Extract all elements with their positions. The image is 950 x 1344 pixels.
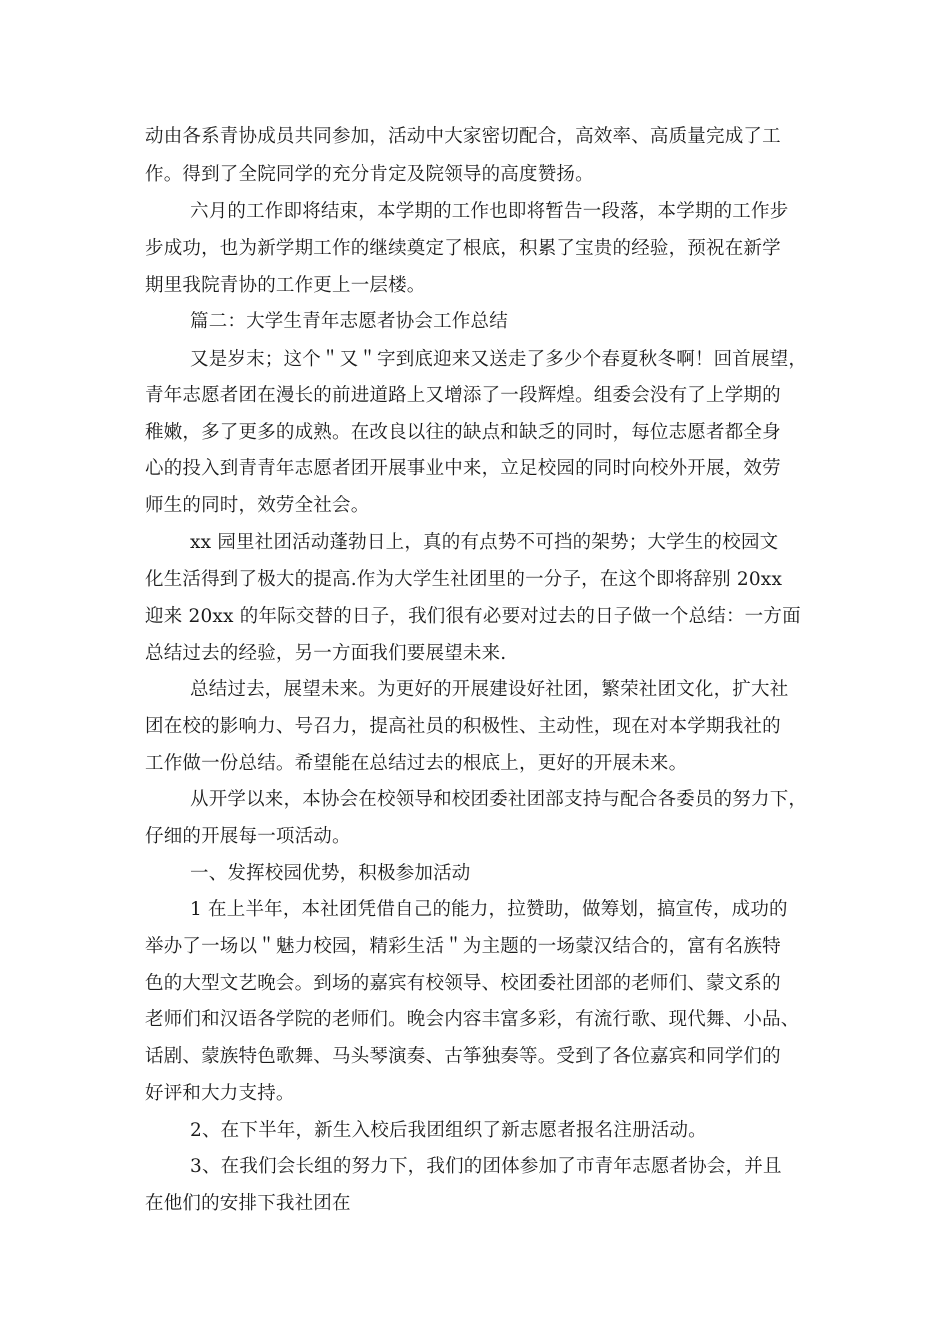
paragraph-start-line: 从开学以来，本协会在校领导和校团委社团部支持与配合各委员的努力下， [190,789,808,810]
text-line: 色的大型文艺晚会。到场的嘉宾有校领导、校团委社团部的老师们、蒙文系的 [145,973,781,994]
text-line: 老师们和汉语各学院的老师们。晚会内容丰富多彩，有流行歌、现代舞、小品、 [145,1009,800,1030]
paragraph-start-line: 又是岁末；这个＂又＂字到底迎来又送走了多少个春夏秋冬啊！回首展望， [190,349,808,370]
text-line: 稚嫩，多了更多的成熟。在改良以往的缺点和缺乏的同时，每位志愿者都全身 [145,422,781,443]
paragraph-start-line: xx 园里社团活动蓬勃日上，真的有点势不可挡的架势；大学生的校园文 [190,532,779,553]
text-line: 团在校的影响力、号召力，提高社员的积极性、主动性，现在对本学期我社的 [145,716,781,737]
text-line: 工作做一份总结。希望能在总结过去的根底上，更好的开展未来。 [145,753,688,774]
text-line: 化生活得到了极大的提高.作为大学生社团里的一分子，在这个即将辞别 20xx [145,569,783,590]
text-line: 好评和大力支持。 [145,1083,295,1104]
paragraph-start-line: 六月的工作即将结束，本学期的工作也即将暂告一段落，本学期的工作步 [190,201,789,222]
paragraph-start-line: 2、在下半年，新生入校后我团组织了新志愿者报名注册活动。 [190,1120,707,1141]
text-line: 青年志愿者团在漫长的前进道路上又增添了一段辉煌。组委会没有了上学期的 [145,385,781,406]
text-line: 举办了一场以＂魅力校园，精彩生活＂为主题的一场蒙汉结合的，富有名族特 [145,936,781,957]
paragraph-start-line: 1 在上半年，本社团凭借自己的能力，拉赞助，做筹划，搞宣传，成功的 [190,899,788,920]
text-line: 心的投入到青青年志愿者团开展事业中来，立足校园的同时向校外开展，效劳 [145,458,781,479]
text-line: 步成功，也为新学期工作的继续奠定了根底，积累了宝贵的经验，预祝在新学 [145,238,781,259]
text-line: 话剧、蒙族特色歌舞、马头琴演奏、古筝独奏等。受到了各位嘉宾和同学们的 [145,1046,781,1067]
text-line: 师生的同时，效劳全社会。 [145,495,370,516]
paragraph-start-line: 总结过去，展望未来。为更好的开展建设好社团，繁荣社团文化，扩大社 [190,679,789,700]
text-line: 期里我院青协的工作更上一层楼。 [145,275,426,296]
text-line: 总结过去的经验，另一方面我们要展望未来. [145,643,507,664]
paragraph-start-line: 3、在我们会长组的努力下，我们的团体参加了市青年志愿者协会，并且 [190,1156,782,1177]
text-line: 在他们的安排下我社团在 [145,1193,351,1214]
text-line: 动由各系青协成员共同参加，活动中大家密切配合，高效率、高质量完成了工 [145,126,781,147]
section-heading: 一、发挥校园优势，积极参加活动 [190,863,471,884]
text-line: 作。得到了全院同学的充分肯定及院领导的高度赞扬。 [145,164,594,185]
text-line: 迎来 20xx 的年际交替的日子，我们很有必要对过去的日子做一个总结：一方面 [145,606,801,627]
section-heading: 篇二：大学生青年志愿者协会工作总结 [190,311,508,332]
text-line: 仔细的开展每一项活动。 [145,826,351,847]
